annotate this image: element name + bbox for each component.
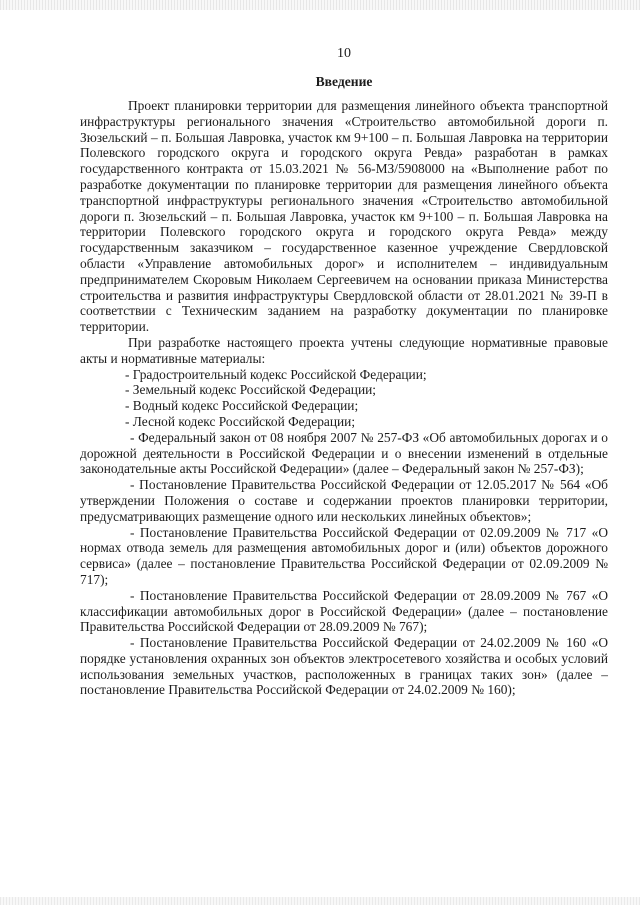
list-item: - Земельный кодекс Российской Федерации; xyxy=(125,382,376,398)
list-item: - Постановление Правительства Российской Федерации от 02.09.2009 № 717 «О нормах отвода земель для размещения автомобильных дорог и (или) объектов дорожного сервиса» (далее – постановление Правительства Российской Федерации от 02.09.2009 № 717); xyxy=(80,524,608,587)
list-item: - Градостроительный кодекс Российской Федерации; xyxy=(125,366,427,382)
scan-edge-bottom xyxy=(0,897,640,905)
document-page xyxy=(80,46,608,698)
intro-paragraph: Проект планировки территории для размещения линейного объекта транспортной инфраструктуры регионального значения «Строительство автомобильной дороги п. Зюзельский – п. Большая Лавровка, участок км 9+100 – п. Большая Лавровка на территории Полевского городского округа и городского округа Ревда» разработан в рамках государственного контракта от 15.03.2021 № 56-МЗ/5908000 на «Выполнение работ по разработке документации по планировке территории для размещения линейного объекта транспортной инфраструктуры регионального значения «Строительство автомобильной дороги п. Зюзельский – п. Большая Лавровка, участок км 9+100 – п. Большая Лавровка на территории Полевского городского округа и городского округа Ревда» между государственным заказчиком – государственное казенное учреждение Свердловской области «Управление автомобильных дорог» и исполнителем – индивидуальным предпринимателем Скоровым Николаем Сергеевичем на основании приказа Министерства строительства и развития инфраструктуры Свердловской области от 28.01.2021 № 39-П в соответствии с Техническим заданием на разработку документации по планировке территории. xyxy=(80,98,608,335)
scan-edge-top xyxy=(0,0,640,10)
list-item: - Лесной кодекс Российской Федерации; xyxy=(125,413,356,429)
list-item: - Водный кодекс Российской Федерации; xyxy=(125,398,359,414)
section-heading: Введение xyxy=(315,74,373,89)
list-item: - Постановление Правительства Российской Федерации от 24.02.2009 № 160 «О порядке установления охранных зон объектов электросетевого хозяйства и особых условий использования земельных участков, расположенных в границах таких зон» (далее – постановление Правительства Российской Федерации от 24.02.2009 № 160); xyxy=(80,635,608,698)
page-number: 10 xyxy=(337,46,351,61)
basis-paragraph: При разработке настоящего проекта учтены следующие нормативные правовые акты и нормативные материалы: xyxy=(80,334,608,366)
list-item: - Постановление Правительства Российской Федерации от 28.09.2009 № 767 «О классификации автомобильных дорог в Российской Федерации» (далее – постановление Правительства Российской Федерации от 28.09.2009 № 767); xyxy=(80,587,608,635)
list-item: - Федеральный закон от 08 ноября 2007 № 257-ФЗ «Об автомобильных дорогах и о дорожной деятельности в Российской Федерации и о внесении изменений в отдельные законодательные акты Российской Федерации» (далее – Федеральный закон № 257-ФЗ); xyxy=(80,429,608,477)
list-item: - Постановление Правительства Российской Федерации от 12.05.2017 № 564 «Об утверждении Положения о составе и содержании проектов планировки территории, предусматривающих размещение одного или нескольких линейных объектов»; xyxy=(80,477,608,524)
